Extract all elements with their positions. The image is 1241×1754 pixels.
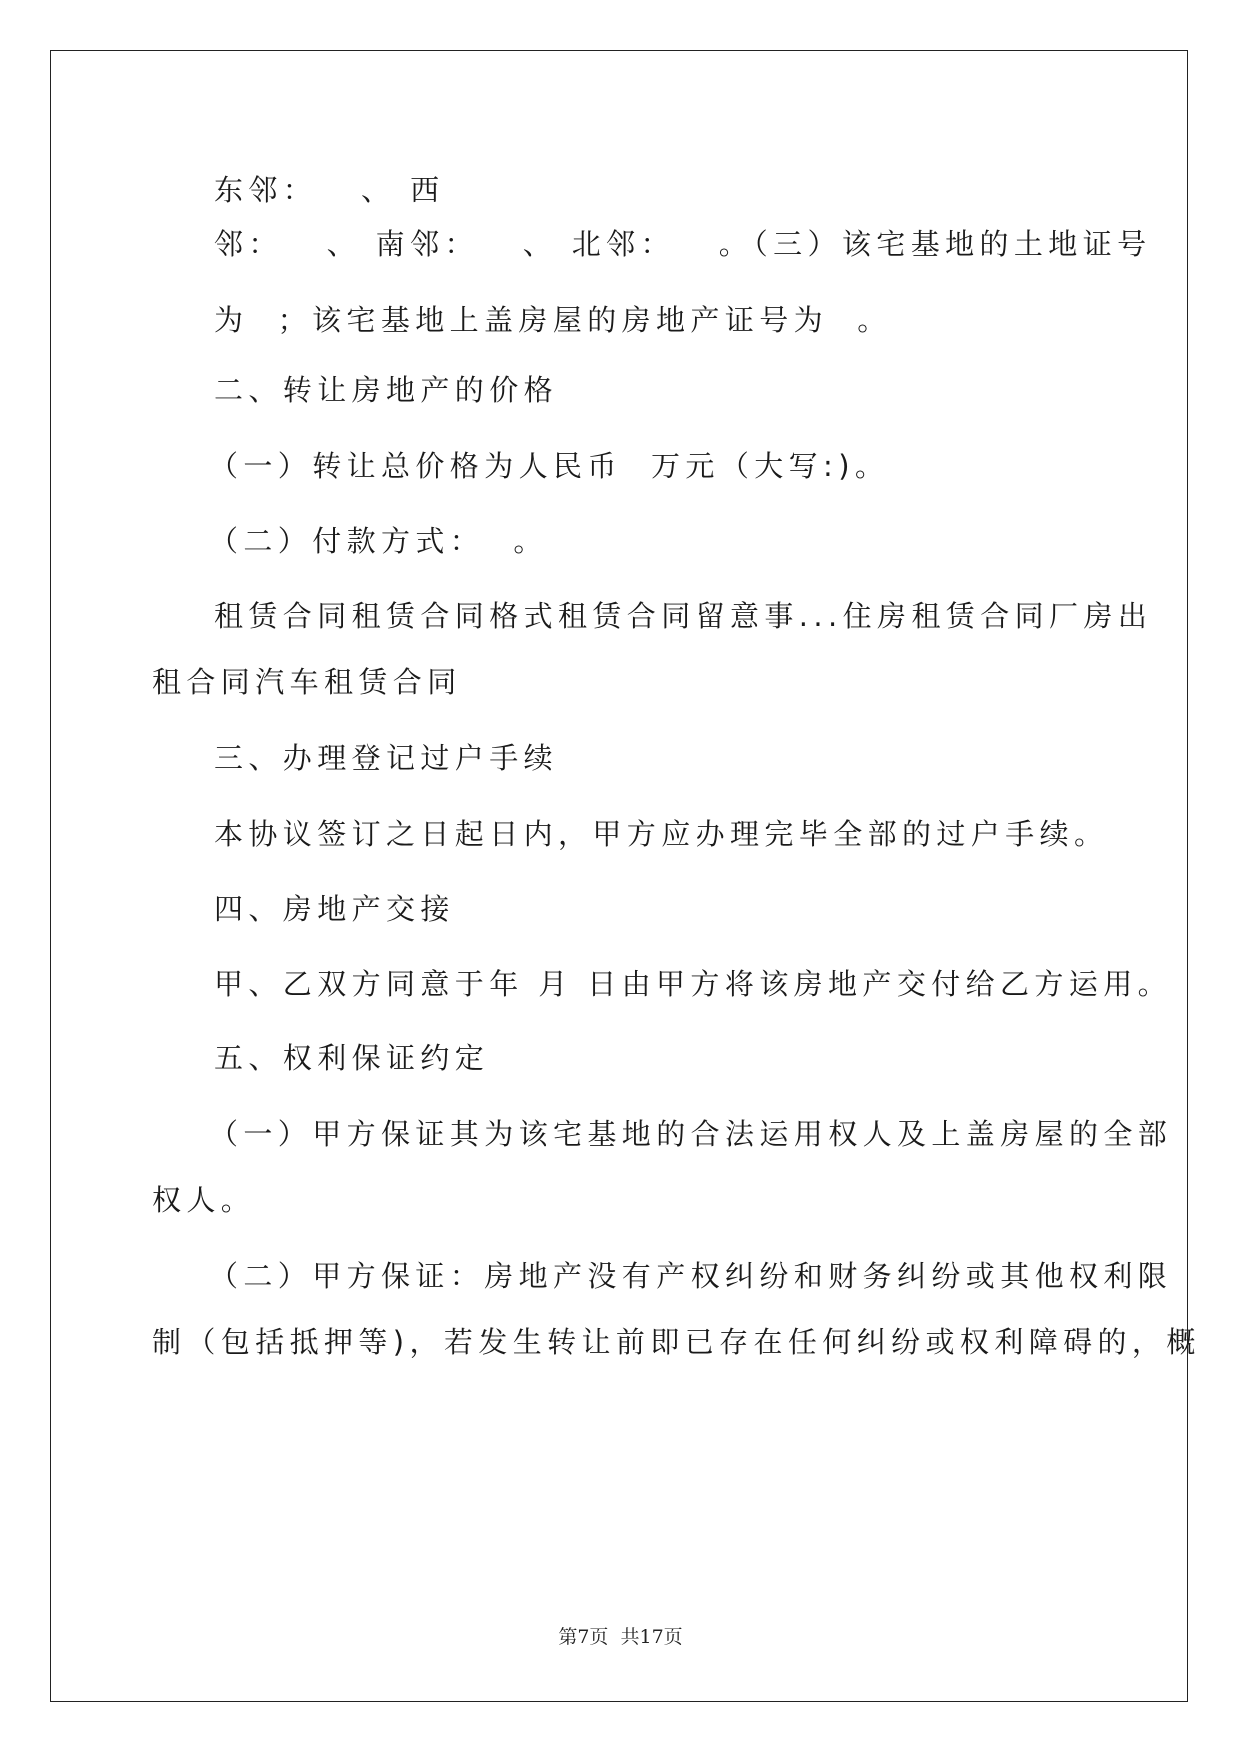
section-heading-rights-guarantee: 五、权利保证约定 <box>214 1041 490 1075</box>
text-line-property-cert: 为 ；该宅基地上盖房屋的房地产证号为 。 <box>214 303 892 337</box>
page-border <box>50 50 1188 1702</box>
section-heading-handover: 四、房地产交接 <box>214 892 455 926</box>
section-heading-price: 二、转让房地产的价格 <box>214 373 559 407</box>
text-line-total-price: （一）转让总价格为人民币 万元（大写:)。 <box>209 449 890 483</box>
text-line-guarantee-2b: 制（包括抵押等)，若发生转让前即已存在任何纠纷或权利障碍的，概 <box>152 1325 1201 1359</box>
text-line-lease-links-1: 租赁合同租赁合同格式租赁合同留意事...住房租赁合同厂房出 <box>214 599 1153 633</box>
section-heading-registration: 三、办理登记过户手续 <box>214 741 559 775</box>
text-line-neighbors-land-cert: 邻： 、 南邻： 、 北邻： 。（三）该宅基地的土地证号 <box>214 227 1152 261</box>
text-line-payment-method: （二）付款方式： 。 <box>209 524 548 558</box>
page-number-footer: 第7页 共17页 <box>558 1626 683 1648</box>
text-line-guarantee-2a: （二）甲方保证：房地产没有产权纠纷和财务纠纷或其他权利限 <box>209 1259 1173 1293</box>
text-line-handover-date: 甲、乙双方同意于年 月 日由甲方将该房地产交付给乙方运用。 <box>214 967 1173 1001</box>
text-line-registration-deadline: 本协议签订之日起日内，甲方应办理完毕全部的过户手续。 <box>214 817 1109 851</box>
text-line-guarantee-1a: （一）甲方保证其为该宅基地的合法运用权人及上盖房屋的全部 <box>209 1117 1173 1151</box>
text-line-guarantee-1b: 权人。 <box>152 1183 256 1217</box>
text-line-east-west-neighbor: 东邻： 、 西 <box>214 173 445 207</box>
text-line-lease-links-2: 租合同汽车租赁合同 <box>152 665 462 699</box>
